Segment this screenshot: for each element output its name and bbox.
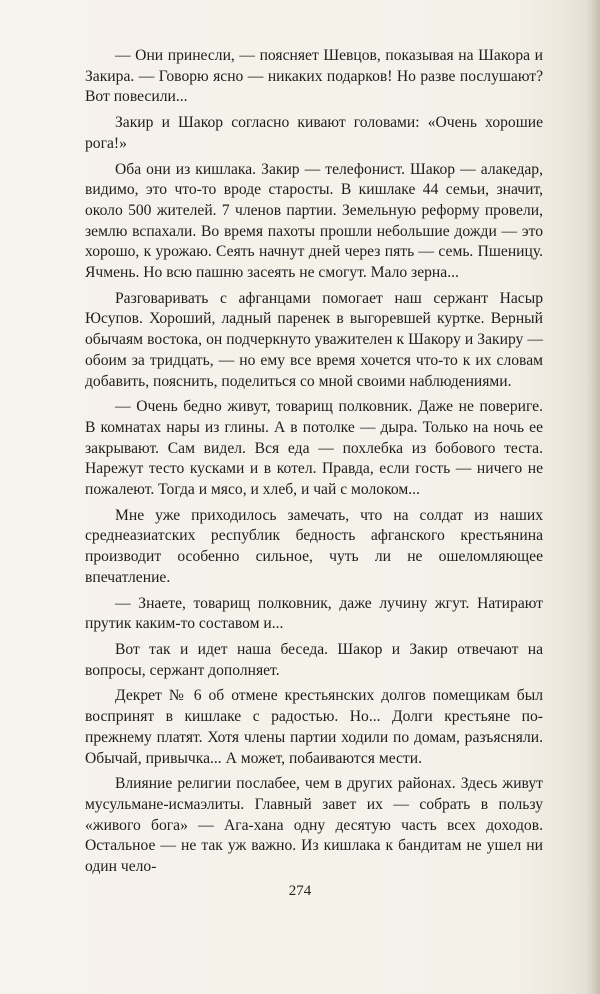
paragraph: Декрет № 6 об отмене крестьянских долгов помещикам был воспринят в кишлаке с радостью. Но... Долги крестьяне по-прежнему платят. Хотя члены партии ходили по домам, разъясняли. Обычай, привычка... А может, побаиваются мести. <box>85 687 543 767</box>
body-text <box>85 46 543 883</box>
paragraph: — Очень бедно живут, товарищ полковник. Даже не повериге. В комнатах нары из глины. А в потолке — дыра. Только на ночь ее закрывают. Сам видел. Вся еда — похлебка из бобового теста. Нарежут тесто кусками и в котел. Правда, если гость — ничего не пожалеют. Тогда и мясо, и хлеб, и чай с молоком... <box>85 398 543 499</box>
page-edge-shadow <box>586 0 600 994</box>
paragraph: Разговаривать с афганцами помогает наш сержант Насыр Юсупов. Хороший, ладный паренек в выгоревшей куртке. Верный обычаям востока, он подчеркнуто уважителен к Шакору и Закиру — обоим за тридцать, — но ему все время хочется что-то к их словам добавить, пояснить, поделиться со мной своими наблюдениями. <box>85 289 543 390</box>
paragraph: — Они принесли, — поясняет Шевцов, показывая на Шакора и Закира. — Говорю ясно — никаких подарков! Но разве послушают? Вот повесили... <box>85 47 543 106</box>
paragraph: Мне уже приходилось замечать, что на солдат из наших среднеазиатских республик бедность афганского крестьянина производит особенно сильное, чуть ли не ошеломляющее впечатление. <box>85 506 543 586</box>
paragraph: — Знаете, товарищ полковник, даже лучину жгут. Натирают прутик каким-то составом и... <box>85 594 543 633</box>
paragraph: Закир и Шакор согласно кивают головами: «Очень хорошие рога!» <box>85 114 543 152</box>
paragraph: Вот так и идет наша беседа. Шакор и Закир отвечают на вопросы, сержант дополняет. <box>85 640 543 679</box>
paragraph: Оба они из кишлака. Закир — телефонист. Шакор — алакедар, видимо, это что-то вроде старосты. В кишлаке 44 семьи, значит, около 500 жителей. 7 членов партии. Земельную реформу провели, землю вспахали. Во время пахоты прошли небольшие дожди — это хорошо, к урожаю. Сеять начнут дней через пять — семь. Пшеницу. Ячмень. Но всю пашню засеять не смогут. Мало зерна... <box>85 160 543 282</box>
page-number: 274 <box>288 883 312 899</box>
paragraph: Влияние религии послабее, чем в других районах. Здесь живут мусульмане-исмаэлиты. Главный завет их — собрать в пользу «живого бога» — Ага-хана одну десятую часть всех доходов. Остальное — не так уж важно. Из кишлака к бандитам не ушел ни один чело- <box>85 775 543 876</box>
